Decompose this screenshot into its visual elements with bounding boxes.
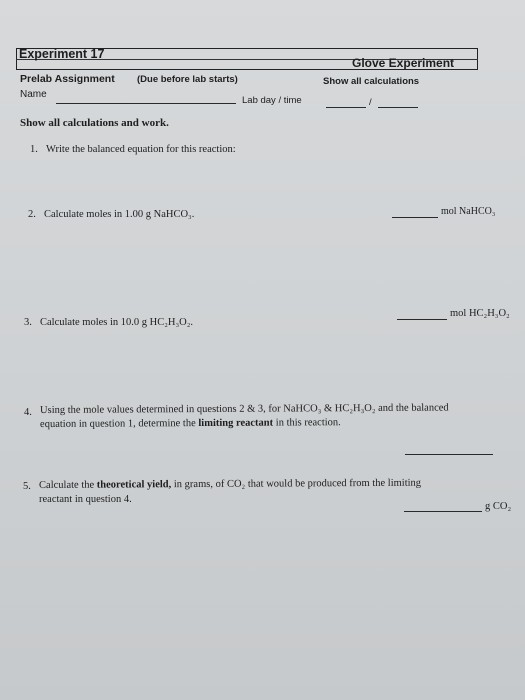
question-5-answer-line[interactable] [404, 511, 482, 512]
question-5-unit: g CO₂ [485, 501, 512, 512]
show-calculations-note: Show all calculations [323, 76, 420, 87]
instruction: Show all calculations and work. [20, 117, 169, 129]
question-2-answer-line[interactable] [392, 217, 438, 218]
labday-field[interactable] [326, 107, 366, 108]
due-note: (Due before lab starts) [137, 74, 238, 85]
question-5-number: 5. [23, 481, 31, 492]
question-4-line-1: Using the mole values determined in questions 2 & 3, for NaHCO₃ & HC₂H₃O₂ and the balanced [40, 402, 449, 416]
question-1-text: Write the balanced equation for this reaction: [46, 144, 236, 155]
question-2-unit: mol NaHCO₃ [441, 206, 496, 217]
question-2-text: Calculate moles in 1.00 g NaHCO₃. [44, 209, 195, 220]
question-2-number: 2. [28, 209, 36, 220]
labday-separator: / [369, 97, 372, 108]
question-5-line-2: reactant in question 4. [39, 494, 132, 505]
limiting-reactant-emphasis: limiting reactant [198, 417, 274, 430]
name-label: Name [20, 89, 47, 100]
name-field[interactable] [56, 103, 236, 104]
experiment-number: Experiment 17 [19, 47, 105, 61]
question-3-answer-line[interactable] [397, 319, 447, 320]
question-5-line-1: Calculate the theoretical yield, in grams, of CO₂ that would be produced from the limiting [39, 477, 422, 491]
question-3-text: Calculate moles in 10.0 g HC₂H₃O₂. [40, 317, 194, 328]
question-4-answer-line[interactable] [405, 454, 493, 455]
theoretical-yield-emphasis: theoretical yield, [96, 479, 172, 491]
question-3-number: 3. [24, 317, 32, 328]
question-3-unit: mol HC₂H₃O₂ [450, 308, 510, 319]
prelab-label: Prelab Assignment [20, 73, 115, 85]
experiment-title: Glove Experiment [352, 56, 455, 70]
question-1-number: 1. [30, 144, 38, 155]
labday-label: Lab day / time [242, 95, 302, 106]
question-4-number: 4. [24, 407, 32, 418]
question-4-line-2: equation in question 1, determine the limiting reactant in this reaction. [40, 417, 341, 430]
time-field[interactable] [378, 107, 418, 108]
